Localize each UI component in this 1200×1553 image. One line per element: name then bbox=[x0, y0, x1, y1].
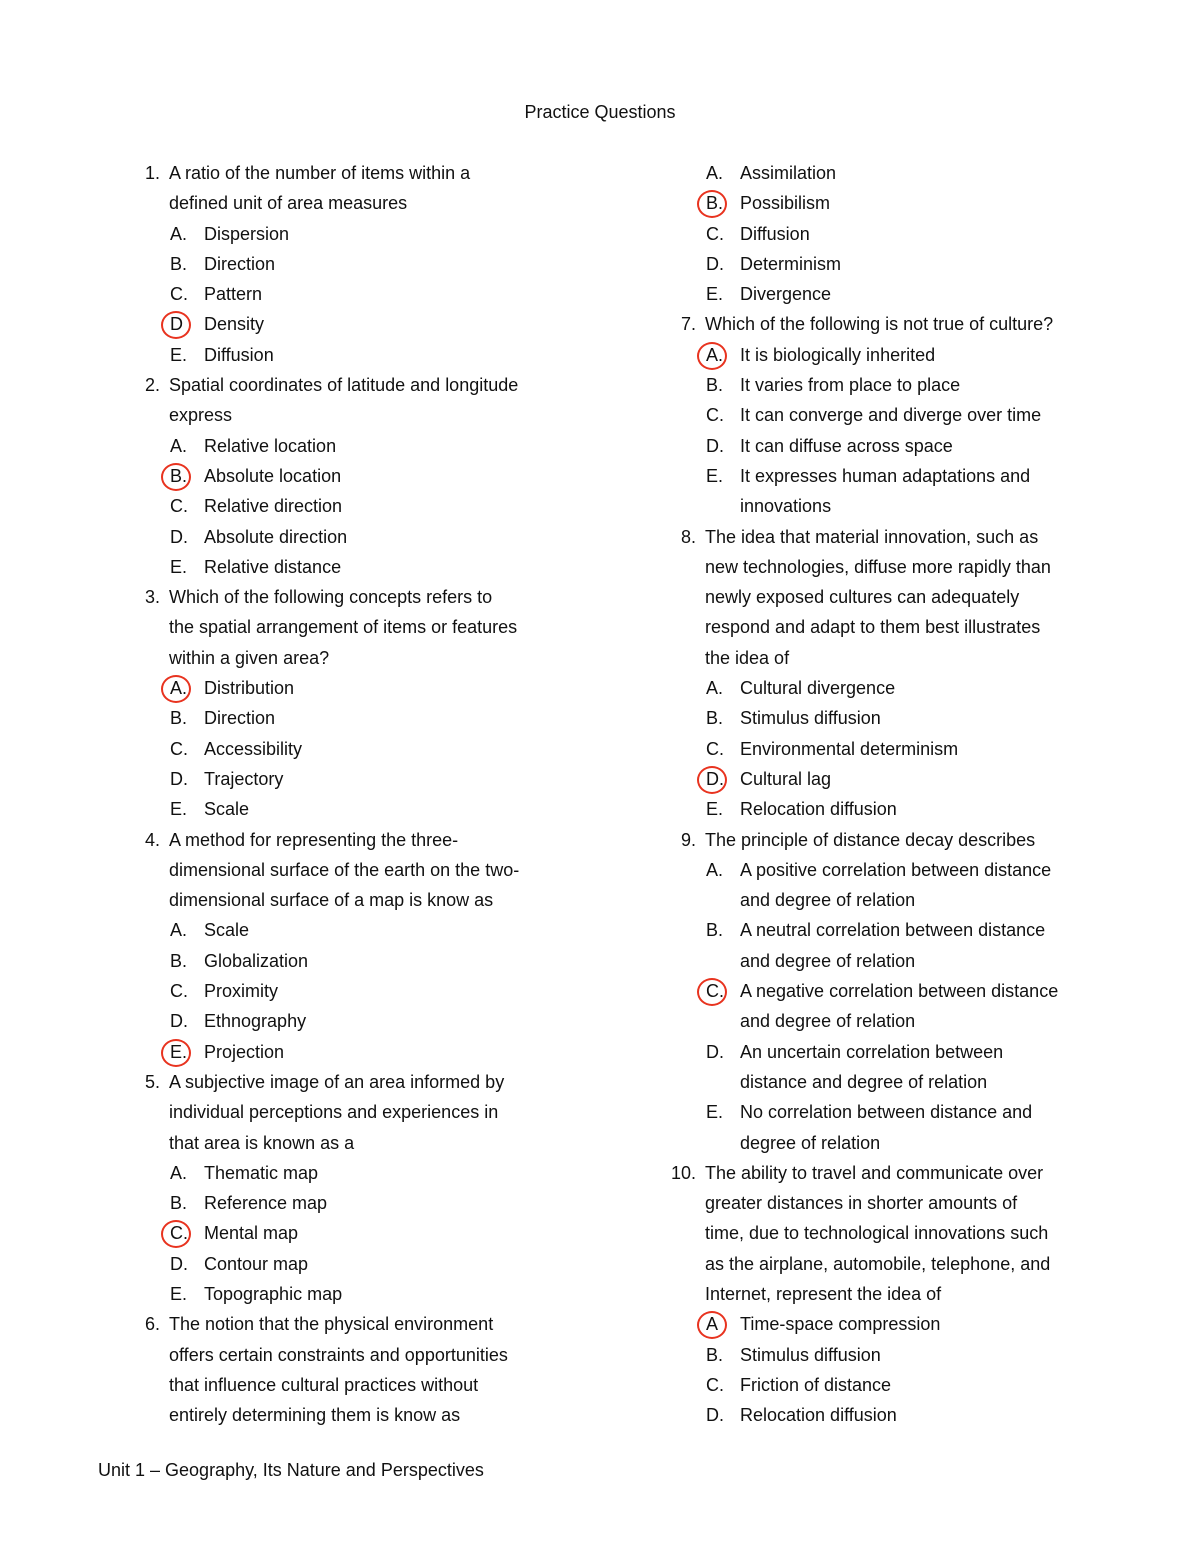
question-text: The notion that the physical environment bbox=[169, 1314, 494, 1335]
option-text: distance and degree of relation bbox=[740, 1071, 988, 1092]
answer-option bbox=[664, 158, 1134, 188]
option-text: Mental map bbox=[204, 1223, 299, 1244]
question-text-continued bbox=[128, 1128, 598, 1158]
answer-option bbox=[128, 279, 598, 309]
option-letter: C. bbox=[706, 1374, 724, 1395]
option-letter: C. bbox=[170, 496, 188, 517]
answer-option-continued bbox=[664, 491, 1134, 521]
question-number: 9. bbox=[680, 829, 696, 850]
option-text: Cultural divergence bbox=[740, 678, 896, 699]
question-text: Spatial coordinates of latitude and longitude bbox=[169, 375, 519, 396]
option-text: Diffusion bbox=[204, 344, 274, 365]
question-text: individual perceptions and experiences in bbox=[169, 1102, 499, 1123]
question-text-continued bbox=[664, 612, 1134, 642]
answer-option bbox=[664, 400, 1134, 430]
answer-option bbox=[664, 1037, 1134, 1067]
question-text-continued bbox=[128, 1400, 598, 1430]
question-text: newly exposed cultures can adequately bbox=[705, 587, 1020, 608]
question-text-continued bbox=[664, 1188, 1134, 1218]
answer-option bbox=[128, 219, 598, 249]
right-column bbox=[664, 158, 1134, 1430]
answer-option bbox=[128, 461, 598, 491]
question-text-continued bbox=[128, 612, 598, 642]
option-letter: E. bbox=[706, 465, 724, 486]
option-letter: B. bbox=[706, 375, 724, 396]
circled-answer-letter: A. bbox=[170, 673, 200, 703]
question-text: The principle of distance decay describes bbox=[705, 829, 1036, 850]
option-letter: C. bbox=[170, 738, 188, 759]
answer-option bbox=[664, 794, 1134, 824]
answer-option bbox=[664, 1340, 1134, 1370]
option-text: innovations bbox=[740, 496, 832, 517]
question-text-continued bbox=[128, 1370, 598, 1400]
option-text: Direction bbox=[204, 708, 276, 729]
answer-option bbox=[128, 673, 598, 703]
option-text: It can diffuse across space bbox=[740, 435, 953, 456]
answer-option bbox=[128, 915, 598, 945]
answer-option bbox=[664, 461, 1134, 491]
answer-option bbox=[664, 1370, 1134, 1400]
option-text: Relocation diffusion bbox=[740, 1405, 897, 1426]
option-letter: E. bbox=[170, 556, 188, 577]
circled-answer-letter: D bbox=[170, 309, 200, 339]
option-letter: A. bbox=[170, 920, 188, 941]
option-letter: E. bbox=[706, 284, 724, 305]
option-text: Ethnography bbox=[204, 1011, 307, 1032]
option-letter: B. bbox=[706, 708, 724, 729]
option-text: It varies from place to place bbox=[740, 375, 961, 396]
option-text: Determinism bbox=[740, 253, 842, 274]
question-text-continued bbox=[128, 400, 598, 430]
question-number: 6. bbox=[144, 1314, 160, 1335]
option-letter: B. bbox=[170, 253, 188, 274]
question-number: 8. bbox=[680, 526, 696, 547]
question-text-continued bbox=[128, 643, 598, 673]
option-letter: E. bbox=[170, 344, 188, 365]
option-text: Proximity bbox=[204, 981, 279, 1002]
answer-option bbox=[128, 1249, 598, 1279]
answer-option bbox=[128, 794, 598, 824]
question-text: offers certain constraints and opportunities bbox=[169, 1344, 508, 1365]
answer-option bbox=[128, 431, 598, 461]
question-text: defined unit of area measures bbox=[169, 193, 408, 214]
question-text: that influence cultural practices without bbox=[169, 1374, 479, 1395]
option-text: degree of relation bbox=[740, 1132, 881, 1153]
question-text: The idea that material innovation, such as bbox=[705, 526, 1039, 547]
option-text: Assimilation bbox=[740, 163, 837, 183]
option-letter: A. bbox=[170, 223, 188, 244]
question-text-continued bbox=[128, 188, 598, 218]
circled-answer-letter: A bbox=[706, 1309, 736, 1339]
answer-option bbox=[128, 1188, 598, 1218]
option-letter: B. bbox=[170, 708, 188, 729]
option-text: Environmental determinism bbox=[740, 738, 959, 759]
answer-option bbox=[128, 703, 598, 733]
option-text: and degree of relation bbox=[740, 950, 916, 971]
answer-option bbox=[664, 855, 1134, 885]
answer-option bbox=[128, 946, 598, 976]
option-text: It can converge and diverge over time bbox=[740, 405, 1042, 426]
option-letter: D. bbox=[170, 526, 188, 547]
option-letter: D. bbox=[170, 1253, 188, 1274]
answer-option-continued bbox=[664, 1006, 1134, 1036]
question-line bbox=[128, 370, 598, 400]
question-line bbox=[128, 158, 598, 188]
circled-answer-letter: A. bbox=[706, 340, 736, 370]
question-text: the spatial arrangement of items or features bbox=[169, 617, 518, 638]
answer-option bbox=[128, 976, 598, 1006]
option-text: Topographic map bbox=[204, 1283, 343, 1304]
answer-option bbox=[128, 491, 598, 521]
option-text: Scale bbox=[204, 920, 250, 941]
option-text: Possibilism bbox=[740, 193, 831, 214]
answer-option bbox=[128, 1037, 598, 1067]
option-text: Absolute location bbox=[204, 465, 342, 486]
question-text: Which of the following concepts refers to bbox=[169, 587, 493, 608]
circled-answer-letter: B. bbox=[170, 461, 200, 491]
question-text-continued bbox=[664, 1279, 1134, 1309]
option-text: Pattern bbox=[204, 284, 263, 305]
left-column bbox=[128, 158, 598, 1430]
answer-option bbox=[664, 976, 1134, 1006]
answer-option bbox=[664, 188, 1134, 218]
option-text: A positive correlation between distance bbox=[740, 859, 1052, 880]
option-letter: C. bbox=[706, 223, 724, 244]
question-number: 4. bbox=[144, 829, 160, 850]
option-letter: A. bbox=[170, 1162, 188, 1183]
question-text: respond and adapt to them best illustrates bbox=[705, 617, 1041, 638]
question-number: 10. bbox=[670, 1162, 696, 1183]
option-text: An uncertain correlation between bbox=[740, 1041, 1004, 1062]
question-text: Which of the following is not true of culture? bbox=[705, 314, 1054, 335]
circled-answer-letter: E. bbox=[170, 1037, 200, 1067]
option-letter: C. bbox=[706, 738, 724, 759]
option-text: Accessibility bbox=[204, 738, 303, 759]
answer-option bbox=[664, 370, 1134, 400]
option-letter: A. bbox=[706, 678, 724, 699]
page-title: Practice Questions bbox=[524, 102, 676, 122]
option-letter: C. bbox=[706, 405, 724, 426]
option-letter: D. bbox=[706, 1405, 724, 1426]
option-letter: D. bbox=[706, 1041, 724, 1062]
answer-option bbox=[664, 1309, 1134, 1339]
answer-option bbox=[128, 764, 598, 794]
page-footer: Unit 1 – Geography, Its Nature and Perspectives bbox=[98, 1460, 484, 1480]
question-text-continued bbox=[128, 855, 598, 885]
question-line bbox=[128, 582, 598, 612]
question-text: as the airplane, automobile, telephone, and bbox=[705, 1253, 1051, 1274]
option-letter: A. bbox=[706, 859, 724, 880]
question-number: 3. bbox=[144, 587, 160, 608]
question-text-continued bbox=[664, 1249, 1134, 1279]
answer-option bbox=[664, 249, 1134, 279]
option-text: Stimulus diffusion bbox=[740, 1344, 881, 1365]
answer-option bbox=[128, 340, 598, 370]
option-letter: C. bbox=[170, 981, 188, 1002]
option-letter: B. bbox=[170, 1193, 188, 1214]
question-number: 2. bbox=[144, 375, 160, 396]
answer-option-continued bbox=[664, 885, 1134, 915]
option-text: Relocation diffusion bbox=[740, 799, 897, 820]
answer-option-continued bbox=[664, 1128, 1134, 1158]
question-text-continued bbox=[128, 885, 598, 915]
question-text: The ability to travel and communicate over bbox=[705, 1162, 1044, 1183]
option-text: Direction bbox=[204, 253, 276, 274]
question-line bbox=[128, 1067, 598, 1097]
option-letter: E. bbox=[706, 1102, 724, 1123]
answer-option bbox=[128, 734, 598, 764]
question-text-continued bbox=[664, 643, 1134, 673]
option-text: Diffusion bbox=[740, 223, 810, 244]
question-text: dimensional surface of a map is know as bbox=[169, 890, 494, 911]
option-text: It expresses human adaptations and bbox=[740, 465, 1031, 486]
option-text: Friction of distance bbox=[740, 1374, 892, 1395]
answer-option bbox=[664, 734, 1134, 764]
answer-option bbox=[664, 673, 1134, 703]
question-text: A method for representing the three- bbox=[169, 829, 459, 850]
answer-option bbox=[664, 431, 1134, 461]
answer-option bbox=[664, 1097, 1134, 1127]
option-text: Cultural lag bbox=[740, 768, 832, 789]
answer-option bbox=[128, 249, 598, 279]
option-letter: A. bbox=[170, 435, 188, 456]
answer-option bbox=[128, 552, 598, 582]
question-number: 7. bbox=[680, 314, 696, 335]
answer-option-continued bbox=[664, 1067, 1134, 1097]
answer-option bbox=[128, 309, 598, 339]
option-text: No correlation between distance and bbox=[740, 1102, 1033, 1123]
question-line bbox=[664, 1158, 1134, 1188]
option-text: Trajectory bbox=[204, 768, 284, 789]
option-text: Globalization bbox=[204, 950, 309, 971]
option-text: Density bbox=[204, 314, 265, 335]
question-text: Internet, represent the idea of bbox=[705, 1283, 942, 1304]
circled-answer-letter: C. bbox=[706, 976, 736, 1006]
circled-answer-letter: B. bbox=[706, 188, 736, 218]
answer-option bbox=[664, 1400, 1134, 1430]
question-text: within a given area? bbox=[169, 647, 330, 668]
option-letter: E. bbox=[170, 1283, 188, 1304]
question-text: the idea of bbox=[705, 647, 790, 668]
question-text-continued bbox=[128, 1340, 598, 1370]
question-line bbox=[664, 825, 1134, 855]
option-letter: D. bbox=[706, 435, 724, 456]
question-text-continued bbox=[664, 1218, 1134, 1248]
question-text: new technologies, diffuse more rapidly than bbox=[705, 556, 1051, 577]
option-text: Relative direction bbox=[204, 496, 343, 517]
question-line bbox=[128, 1309, 598, 1339]
option-letter: B. bbox=[170, 950, 188, 971]
option-text: and degree of relation bbox=[740, 890, 916, 911]
option-text: Contour map bbox=[204, 1253, 309, 1274]
question-text: A ratio of the number of items within a bbox=[169, 163, 471, 183]
answer-option-continued bbox=[664, 946, 1134, 976]
answer-option bbox=[128, 522, 598, 552]
answer-option bbox=[664, 279, 1134, 309]
question-line bbox=[128, 825, 598, 855]
answer-option bbox=[664, 219, 1134, 249]
option-letter: D. bbox=[170, 768, 188, 789]
circled-answer-letter: D. bbox=[706, 764, 736, 794]
question-text: entirely determining them is know as bbox=[169, 1405, 461, 1426]
answer-option bbox=[128, 1006, 598, 1036]
option-text: Reference map bbox=[204, 1193, 328, 1214]
option-letter: D. bbox=[706, 253, 724, 274]
option-text: and degree of relation bbox=[740, 1011, 916, 1032]
answer-option bbox=[128, 1158, 598, 1188]
question-text: A subjective image of an area informed by bbox=[169, 1071, 505, 1092]
option-text: A negative correlation between distance bbox=[740, 981, 1059, 1002]
option-text: Thematic map bbox=[204, 1162, 319, 1183]
option-letter: B. bbox=[706, 1344, 724, 1365]
answer-option bbox=[664, 915, 1134, 945]
question-line bbox=[664, 309, 1134, 339]
option-text: Relative distance bbox=[204, 556, 342, 577]
circled-answer-letter: C. bbox=[170, 1218, 200, 1248]
option-text: Relative location bbox=[204, 435, 337, 456]
option-text: Distribution bbox=[204, 678, 295, 699]
option-text: It is biologically inherited bbox=[740, 344, 936, 365]
question-line bbox=[664, 522, 1134, 552]
option-letter: E. bbox=[706, 799, 724, 820]
question-number: 5. bbox=[144, 1071, 160, 1092]
option-text: Stimulus diffusion bbox=[740, 708, 881, 729]
answer-option bbox=[128, 1218, 598, 1248]
question-text: dimensional surface of the earth on the two- bbox=[169, 859, 520, 880]
option-letter: B. bbox=[706, 920, 724, 941]
question-text: greater distances in shorter amounts of bbox=[705, 1193, 1018, 1214]
option-letter: C. bbox=[170, 284, 188, 305]
answer-option bbox=[664, 703, 1134, 733]
question-text: that area is known as a bbox=[169, 1132, 355, 1153]
question-text-continued bbox=[664, 552, 1134, 582]
option-text: Absolute direction bbox=[204, 526, 348, 547]
question-text-continued bbox=[664, 582, 1134, 612]
option-letter: D. bbox=[170, 1011, 188, 1032]
option-text: Time-space compression bbox=[740, 1314, 941, 1335]
option-text: Dispersion bbox=[204, 223, 290, 244]
option-text: Scale bbox=[204, 799, 250, 820]
answer-option bbox=[664, 340, 1134, 370]
option-text: A neutral correlation between distance bbox=[740, 920, 1046, 941]
question-number: 1. bbox=[144, 163, 160, 183]
question-text: express bbox=[169, 405, 233, 426]
answer-option bbox=[128, 1279, 598, 1309]
option-text: Projection bbox=[204, 1041, 285, 1062]
question-text: time, due to technological innovations such bbox=[705, 1223, 1049, 1244]
option-letter: E. bbox=[170, 799, 188, 820]
option-letter: A. bbox=[706, 163, 724, 183]
option-text: Divergence bbox=[740, 284, 832, 305]
answer-option bbox=[664, 764, 1134, 794]
question-text-continued bbox=[128, 1097, 598, 1127]
